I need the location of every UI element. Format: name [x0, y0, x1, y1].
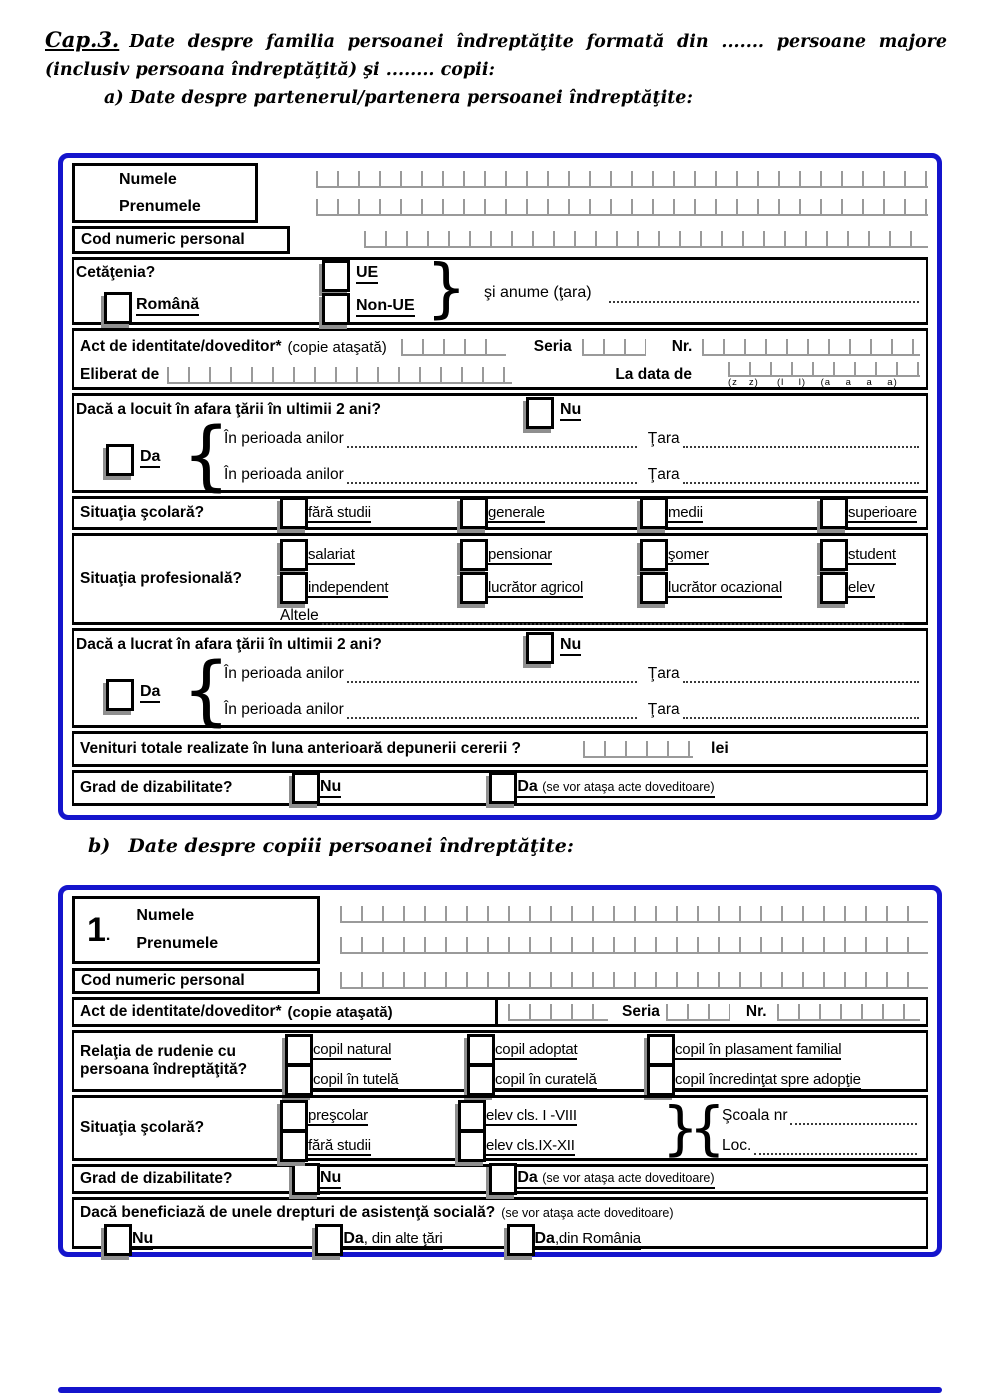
checkbox-option [640, 572, 820, 604]
brace-icon [662, 1094, 716, 1162]
nr-label: Nr. [745, 1003, 767, 1020]
professional-question: Situaţia profesională? [80, 570, 242, 587]
disability-yes-checkbox[interactable] [489, 1163, 517, 1195]
country-note: şi anume (ţara) [484, 284, 592, 301]
checkbox-option [467, 1064, 647, 1096]
identity-type-input[interactable] [508, 1004, 608, 1021]
option-label: lucrător agricol [488, 578, 584, 596]
ue-checkbox[interactable] [322, 260, 350, 292]
issued-date-input[interactable] [728, 362, 920, 377]
checkbox[interactable] [647, 1034, 675, 1066]
social-yes-romania-label [535, 1230, 641, 1250]
checkbox-option [285, 1064, 467, 1096]
seria-label: Seria [533, 338, 572, 355]
social-note: (se vor ataşa acte doveditoare) [501, 1206, 674, 1220]
ue-label: UE [356, 264, 378, 284]
partner-cnp-section [72, 226, 928, 254]
option-label: copil încredinţat spre adopţie [675, 1070, 861, 1088]
social-question: Dacă beneficiază de unele drepturi de asistenţă socială? [80, 1204, 496, 1221]
name-fields [340, 899, 928, 961]
next-box-top-border [58, 1387, 942, 1393]
checkbox-option [640, 497, 820, 529]
option-label: superioare [848, 503, 917, 521]
nr-label: Nr. [671, 338, 693, 355]
section-b-heading [88, 835, 574, 857]
documents-note: (se vor ataşa acte doveditoare) [542, 780, 715, 794]
option-label: copil natural [313, 1040, 392, 1058]
lived-yes-label: Da [140, 448, 160, 468]
period-label: În perioada anilor [224, 665, 344, 682]
non-ue-label: Non-UE [356, 297, 415, 317]
issued-by-input[interactable] [167, 367, 512, 384]
option-label: elev [848, 578, 875, 596]
lived-period-row [224, 426, 922, 452]
identity-copy-note: (copie ataşată) [287, 1003, 393, 1021]
worked-period-row [224, 697, 922, 723]
checkbox[interactable] [460, 539, 488, 571]
lived-yes-checkbox[interactable] [106, 444, 134, 476]
checkbox-option [280, 572, 460, 604]
prenumele-label: Prenumele [119, 198, 201, 215]
disability-no-checkbox[interactable] [292, 772, 320, 804]
option-label: copil adoptat [495, 1040, 578, 1058]
disability-no-label: Nu [320, 778, 341, 798]
checkbox-option [280, 1101, 458, 1131]
yes-text: Da [517, 1169, 538, 1186]
section-b-text: Date despre copiii persoanei îndreptăţite: [128, 835, 574, 857]
yes-text: Da [343, 1230, 364, 1247]
option-label: fără studii [308, 1136, 371, 1154]
section-a-heading: a) Date despre partenerul/partenera persoanei îndreptăţite: [104, 88, 693, 108]
locality-write-line[interactable] [754, 1138, 917, 1155]
income-section [72, 731, 928, 767]
option-label: copil în plasament familial [675, 1040, 842, 1058]
lived-no-checkbox[interactable] [526, 397, 554, 429]
date-format-hint: (z z) (l l) (a a a a) [728, 377, 898, 388]
worked-no-label: Nu [560, 636, 581, 656]
cnp-label: Cod numeric personal [72, 226, 290, 254]
country-label: Ţara [647, 665, 680, 682]
country-label: Ţara [647, 466, 680, 483]
checkbox[interactable] [458, 1130, 486, 1162]
identity-type-input[interactable] [401, 339, 506, 356]
lived-period-row [224, 462, 922, 488]
disability-yes-checkbox[interactable] [489, 772, 517, 804]
disability-no-checkbox[interactable] [292, 1163, 320, 1195]
lived-abroad-section [72, 393, 928, 493]
yes-text: Da [534, 1230, 555, 1247]
checkbox-option [647, 1064, 861, 1096]
name-fields [316, 165, 928, 221]
partner-disability-section [72, 770, 928, 806]
prenumele-label: Prenumele [136, 935, 219, 952]
yes-text: Da [517, 778, 538, 795]
romana-checkbox[interactable] [104, 292, 132, 324]
worked-yes-checkbox[interactable] [106, 679, 134, 711]
school-nr-label: Şcoala nr [722, 1107, 788, 1124]
checkbox-option [280, 539, 460, 571]
numele-label: Numele [119, 171, 177, 188]
worked-abroad-question: Dacă a lucrat în afara ţării în ultimii 2 ani? [76, 636, 382, 653]
section-b-prefix: b) [88, 835, 111, 857]
yes-detail: , din alte ţări [363, 1230, 443, 1247]
non-ue-checkbox[interactable] [322, 293, 350, 325]
option-label: pensionar [488, 545, 553, 563]
checkbox-option [647, 1034, 841, 1066]
child-number-dot: . [105, 927, 111, 944]
kinship-section [72, 1030, 928, 1092]
income-input[interactable] [583, 741, 693, 758]
option-label: elev cls.IX-XII [486, 1136, 575, 1154]
option-label: fără studii [308, 503, 371, 521]
country-write-line[interactable] [683, 467, 919, 484]
checkbox[interactable] [640, 497, 668, 529]
citizenship-question: Cetăţenia? [76, 264, 156, 281]
country-label: Ţara [647, 430, 680, 447]
other-write-line[interactable] [322, 608, 904, 625]
social-no-label: Nu [132, 1230, 153, 1250]
checkbox[interactable] [460, 497, 488, 529]
prenumele-input[interactable] [340, 937, 928, 954]
checkbox-option [285, 1034, 467, 1066]
name-labels [72, 163, 258, 223]
checkbox-option [460, 497, 640, 529]
numele-input[interactable] [316, 171, 928, 188]
professional-section [72, 533, 928, 625]
checkbox-option [820, 572, 875, 604]
identity-label: Act de identitate/doveditor* [80, 338, 282, 355]
disability-no-label: Nu [320, 1169, 341, 1189]
checkbox[interactable] [285, 1064, 313, 1096]
checkbox-option [458, 1101, 666, 1131]
checkbox[interactable] [280, 1100, 308, 1132]
kinship-question [80, 1043, 285, 1079]
partner-box [58, 153, 942, 820]
child-cnp-section [72, 968, 928, 994]
school-section [72, 496, 928, 530]
cnp-label: Cod numeric personal [72, 968, 320, 994]
disability-question: Grad de dizabilitate? [80, 1170, 233, 1187]
chapter-heading [45, 26, 947, 84]
income-unit: lei [711, 740, 729, 757]
seria-input[interactable] [666, 1004, 730, 1021]
issued-by-label: Eliberat de [80, 366, 160, 383]
brace-icon [426, 252, 467, 326]
checkbox[interactable] [285, 1034, 313, 1066]
numele-input[interactable] [340, 906, 928, 923]
social-assistance-section [72, 1197, 928, 1249]
chapter-text: Date despre familia persoanei îndreptăţite formată din ....... persoane majore (inclusiv persoana îndreptăţită) şi ........ copii: [45, 32, 947, 80]
nr-input[interactable] [702, 339, 920, 356]
worked-no-checkbox[interactable] [526, 632, 554, 664]
issued-date-label: La data de [615, 366, 692, 383]
social-no-checkbox[interactable] [104, 1224, 132, 1256]
option-label: copil în tutelă [313, 1070, 399, 1088]
child-number: 1 [87, 911, 106, 949]
country-write-line[interactable] [683, 666, 919, 683]
option-label: elev cls. I -VIII [486, 1106, 577, 1124]
checkbox[interactable] [820, 572, 848, 604]
checkbox-option [460, 572, 640, 604]
checkbox-option [820, 497, 917, 529]
social-yes-romania-checkbox[interactable] [507, 1224, 535, 1256]
lived-abroad-question: Dacă a locuit în afara ţării în ultimii 2 ani? [76, 401, 381, 418]
kinship-question-line1: Relaţia de rudenie cu [80, 1043, 236, 1060]
period-label: În perioada anilor [224, 430, 344, 447]
checkbox[interactable] [280, 1130, 308, 1162]
country-write-line[interactable] [683, 431, 919, 448]
checkbox[interactable] [467, 1064, 495, 1096]
locality-label: Loc. [722, 1137, 752, 1154]
child-disability-section [72, 1164, 928, 1194]
option-label: generale [488, 503, 545, 521]
checkbox[interactable] [280, 497, 308, 529]
checkbox[interactable] [647, 1064, 675, 1096]
period-write-line[interactable] [347, 702, 637, 719]
checkbox[interactable] [280, 572, 308, 604]
period-write-line[interactable] [347, 431, 637, 448]
seria-input[interactable] [582, 339, 646, 356]
checkbox[interactable] [820, 539, 848, 571]
checkbox-option [458, 1131, 666, 1161]
worked-yes-label: Da [140, 683, 160, 703]
child-school-section [72, 1095, 928, 1161]
cnp-input[interactable] [364, 231, 928, 248]
documents-note: (se vor ataşa acte doveditoare) [542, 1171, 715, 1185]
checkbox-option [467, 1034, 647, 1066]
kinship-question-line2: persoana îndreptăţită? [80, 1061, 248, 1078]
school-question: Situaţia şcolară? [80, 504, 205, 521]
identity-copy-note: (copie ataşată) [287, 338, 387, 356]
checkbox-option [280, 497, 460, 529]
other-label: Altele [280, 607, 319, 624]
citizenship-section [72, 257, 928, 325]
social-yes-other-checkbox[interactable] [315, 1224, 343, 1256]
option-label: copil în curatelă [495, 1070, 597, 1088]
identity-label-box [74, 1000, 498, 1024]
worked-abroad-section [72, 628, 928, 728]
prenumele-input[interactable] [316, 199, 928, 216]
checkbox-option [820, 539, 896, 571]
option-label: lucrător ocazional [668, 578, 782, 596]
checkbox-option [640, 539, 820, 571]
checkbox[interactable] [640, 539, 668, 571]
country-label: Ţara [647, 701, 680, 718]
period-label: În perioada anilor [224, 701, 344, 718]
identity-section [72, 328, 928, 390]
checkbox[interactable] [280, 539, 308, 571]
option-label: independent [308, 578, 389, 596]
checkbox[interactable] [820, 497, 848, 529]
romana-label: Română [136, 296, 199, 316]
country-write-line[interactable] [683, 702, 919, 719]
checkbox[interactable] [467, 1034, 495, 1066]
income-question: Venituri totale realizate în luna anterioară depunerii cererii ? [80, 740, 522, 757]
yes-detail: ,din România [554, 1230, 641, 1247]
checkbox[interactable] [460, 572, 488, 604]
checkbox[interactable] [640, 572, 668, 604]
disability-yes-label [517, 1169, 714, 1189]
checkbox-option [460, 539, 640, 571]
disability-yes-label [517, 778, 714, 798]
identity-label: Act de identitate/doveditor* [80, 1003, 282, 1020]
option-label: medii [668, 503, 703, 521]
numele-label: Numele [136, 907, 195, 924]
period-write-line[interactable] [347, 666, 637, 683]
period-write-line[interactable] [347, 467, 637, 484]
option-label: salariat [308, 545, 355, 563]
option-label: student [848, 545, 896, 563]
worked-period-row [224, 661, 922, 687]
social-yes-other-label [343, 1230, 442, 1250]
checkbox-option [280, 1131, 458, 1161]
child-name-section [72, 895, 928, 965]
school-question: Situaţia şcolară? [80, 1119, 205, 1136]
child-identity-section [72, 997, 928, 1027]
partner-name-section [72, 163, 928, 223]
period-label: În perioada anilor [224, 466, 344, 483]
disability-question: Grad de dizabilitate? [80, 779, 233, 796]
country-write-line[interactable] [609, 286, 919, 303]
name-labels [72, 896, 320, 964]
seria-label: Seria [622, 1003, 660, 1020]
cnp-input[interactable] [340, 972, 928, 989]
chapter-label: Cap.3. [45, 27, 120, 52]
nr-input[interactable] [777, 1004, 920, 1021]
option-label: preşcolar [308, 1106, 368, 1124]
school-nr-write-line[interactable] [790, 1108, 917, 1125]
issued-date-field [728, 362, 920, 388]
lived-no-label: Nu [560, 401, 581, 421]
child-box [58, 885, 942, 1257]
option-label: şomer [668, 545, 709, 563]
checkbox[interactable] [458, 1100, 486, 1132]
